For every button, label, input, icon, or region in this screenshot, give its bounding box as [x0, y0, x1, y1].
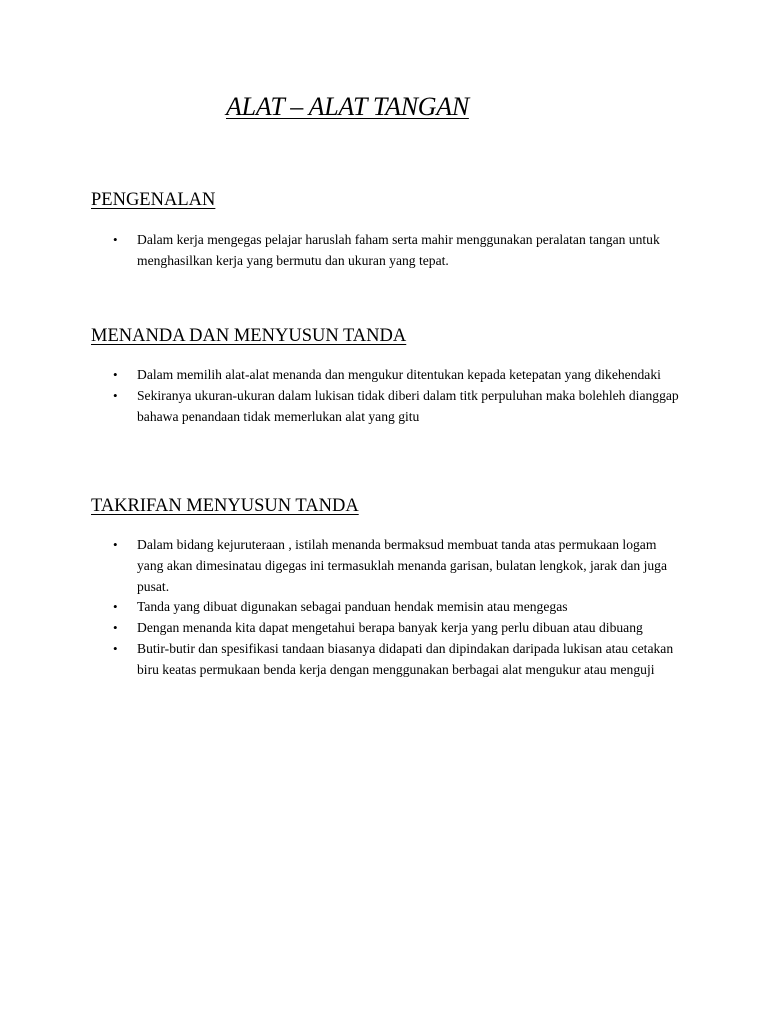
list-item-text: Dalam memilih alat-alat menanda dan mengukur ditentukan kepada ketepatan yang dikehendaki: [137, 367, 661, 382]
list-item-text: Tanda yang dibuat digunakan sebagai panduan hendak memisin atau mengegas: [137, 599, 568, 615]
list-item: [113, 386, 683, 428]
section-heading-menanda: MENANDA DAN MENYUSUN TANDA: [91, 326, 407, 346]
bullet-icon: •: [113, 599, 118, 615]
list-item: [113, 535, 683, 597]
page-title: ALAT – ALAT TANGAN: [226, 92, 469, 121]
bullet-list-takrifan: [113, 535, 683, 681]
bullet-icon: •: [113, 537, 118, 552]
list-item: [113, 230, 683, 272]
bullet-icon: •: [113, 620, 118, 636]
bullet-list-pengenalan: [113, 230, 683, 272]
bullet-icon: •: [113, 367, 118, 382]
list-item-text: Sekiranya ukuran-ukuran dalam lukisan tidak diberi dalam titk perpuluhan maka bolehleh dianggap bahawa penandaan tidak memerlukan alat yang gitu: [137, 387, 679, 424]
bullet-icon: •: [113, 387, 118, 403]
list-item-text: Dalam bidang kejuruteraan , istilah menanda bermaksud membuat tanda atas permukaan logam yang akan dimesinatau digegas ini termasuklah menanda garisan, bulatan lengkok, jarak dan juga pusat.: [137, 537, 667, 594]
section-heading-pengenalan: PENGENALAN: [91, 190, 216, 210]
bullet-icon: •: [113, 232, 118, 247]
list-item-text: Dengan menanda kita dapat mengetahui berapa banyak kerja yang perlu dibuan atau dibuang: [137, 620, 643, 636]
list-item: [113, 597, 683, 618]
list-item-text: Butir-butir dan spesifikasi tandaan biasanya didapati dan dipindakan daripada lukisan atau cetakan biru keatas permukaan benda kerja dengan menggunakan berbagai alat mengukur atau menguji: [137, 640, 674, 677]
list-item-text: Dalam kerja mengegas pelajar haruslah faham serta mahir menggunakan peralatan tangan untuk menghasilkan kerja yang bermutu dan ukuran yang tepat.: [137, 232, 660, 268]
bullet-icon: •: [113, 640, 118, 656]
section-heading-takrifan: TAKRIFAN MENYUSUN TANDA: [91, 496, 359, 516]
list-item: [113, 639, 683, 681]
bullet-list-menanda: [113, 365, 683, 427]
list-item: [113, 365, 683, 386]
list-item: [113, 618, 683, 639]
